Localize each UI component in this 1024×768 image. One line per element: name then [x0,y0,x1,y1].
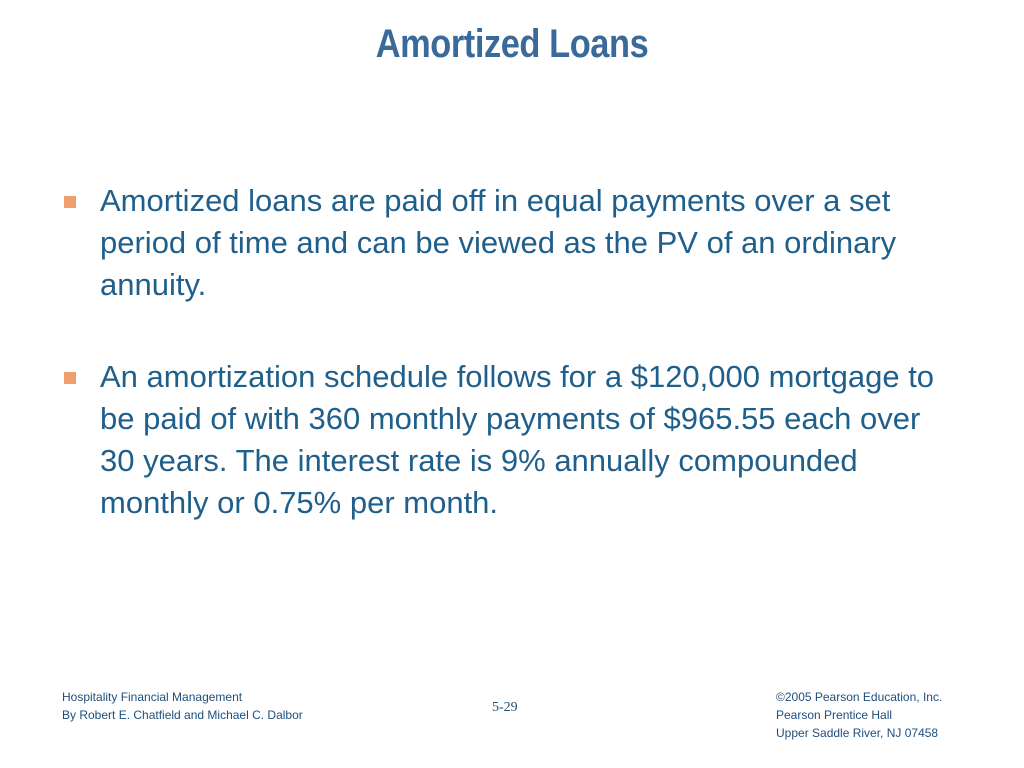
footer-book-title: Hospitality Financial Management [62,690,243,704]
square-bullet-icon [64,372,76,384]
footer-publisher-info [776,688,942,742]
slide-title: Amortized Loans [375,22,649,66]
bullet-text: An amortization schedule follows for a $120,000 mortgage to be paid of with 360 monthly payments of $965.55 each over 30 years. The interest rate is 9% annually compounded monthly or 0.75% per month. [100,359,935,520]
footer-publisher: Pearson Prentice Hall [776,708,893,722]
bullet-text: Amortized loans are paid off in equal payments over a set period of time and can be viewed as the PV of an ordinary annuity. [100,183,897,302]
footer-book-info [62,688,303,724]
bullet-item [62,356,962,524]
footer-address: Upper Saddle River, NJ 07458 [776,726,939,740]
footer-authors: By Robert E. Chatfield and Michael C. Dalbor [62,708,303,722]
footer-copyright: ©2005 Pearson Education, Inc. [776,690,943,704]
square-bullet-icon [64,196,76,208]
bullet-item [62,180,962,306]
page-number: 5-29 [492,700,518,715]
bullet-list [62,180,962,574]
